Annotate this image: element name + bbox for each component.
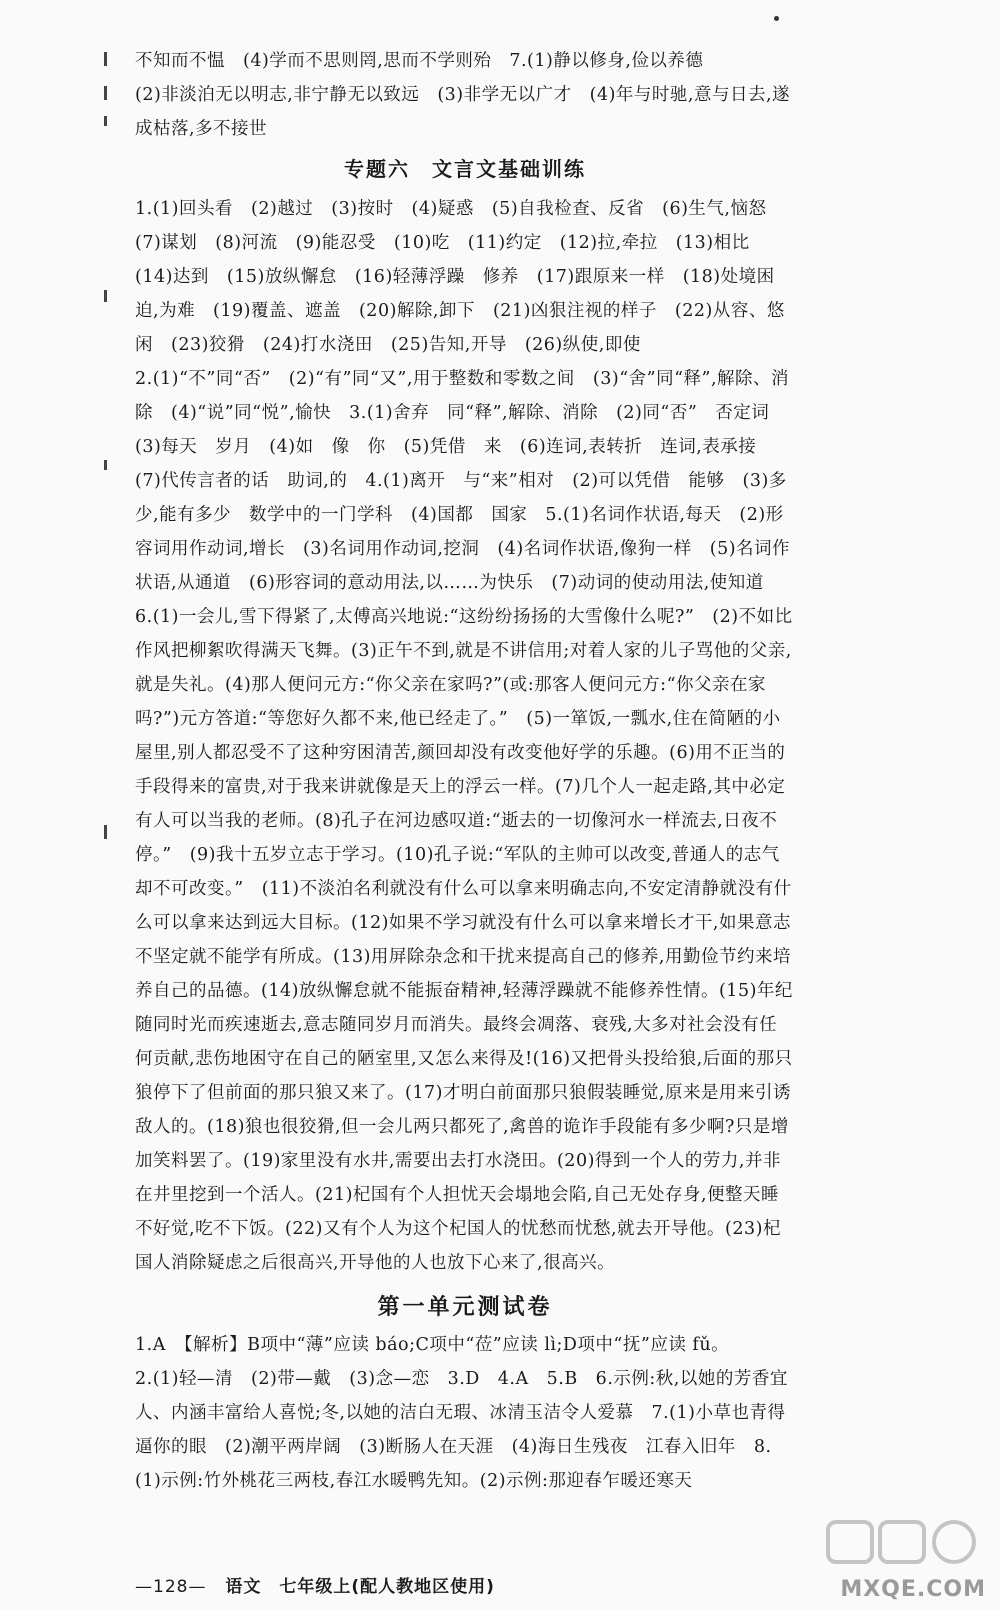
section6-paragraph-2: 2.(1)“不”同“否” (2)“有”同“又”,用于整数和零数之间 (3)“舍”同“释”,解除、消除 (4)“说”同“悦”,愉快 3.(1)舍弃 同“释”,解除、消除 (2)同“否” 否定词 (3)每天 岁月 (4)如 像 你 (5)凭借 来 (6)连词,表转折 连词,表承接 (7)代传言者的话 助词,的 4.(1)离开 与“来”相对 (2)可以凭借 能够 (3)多少,能有多少 数学中的一门学科 (4)国都 国家 5.(1)名词作状语,每天 (2)形容词用作动词,增长 (3)名词用作动词,挖洞 (4)名词作状语,像狗一样 (5)名词作状语,从通道 (6)形容词的意动用法,以……为快乐 (7)动词的使动用法,使知道 6.(1)一会儿,雪下得紧了,太傅高兴地说:“这纷纷扬扬的大雪像什么呢?” (2)不如比作风把柳絮吹得满天飞舞。(3)正午不到,就是不讲信用;对着人家的儿子骂他的父亲,就是失礼。(4)那人便问元方:“你父亲在家吗?”(或:那客人便问元方:“你父亲在家吗?”)元方答道:“等您好久都不来,他已经走了。” (5)一箪饭,一瓢水,住在简陋的小屋里,别人都忍受不了这种穷困清苦,颜回却没有改变他好学的乐趣。(6)用不正当的手段得来的富贵,对于我来讲就像是天上的浮云一样。(7)几个人一起走路,其中必定有人可以当我的老师。(8)孔子在河边感叹道:“逝去的一切像河水一样流去,日夜不停。” (9)我十五岁立志于学习。(10)孔子说:“军队的主帅可以改变,普通人的志气却不可改变。” (11)不淡泊名利就没有什么可以拿来明确志向,不安定清静就没有什么可以拿来达到远大目标。(12)如果不学习就没有什么可以拿来增长才干,如果意志不坚定就不能学有所成。(13)用屏除杂念和干扰来提高自己的修养,用勤俭节约来培养自己的品德。(14)放纵懈怠就不能振奋精神,轻薄浮躁就不能修养性情。(15)年纪随同时光而疾速逝去,意志随同岁月而消失。最终会凋落、衰残,大多对社会没有任何贡献,悲伤地困守在自己的陋室里,又怎么来得及!(16)又把骨头投给狼,后面的那只狼停下了但前面的那只狼又来了。(17)才明白前面那只狼假装睡觉,原来是用来引诱敌人的。(18)狼也很狡猾,但一会儿两只都死了,禽兽的诡诈手段能有多少啊?只是增加笑料罢了。(19)家里没有水井,需要出去打水浇田。(20)得到一个人的劳力,并非在井里挖到一个活人。(21)杞国有个人担忧天会塌地会陷,自己无处存身,便整天睡不好觉,吃不下饭。(22)又有个人为这个杞国人的忧愁而忧愁,就去开导他。(23)杞国人消除疑虑之后很高兴,开导他的人也放下心来了,很高兴。 xyxy=(135,369,793,1273)
top-line-1: 不知而不愠 (4)学而不思则罔,思而不学则殆 7.(1)静以修身,俭以养德 xyxy=(135,51,704,71)
section-heading: 专题六 文言文基础训练 xyxy=(344,157,586,181)
section6-paragraph-1: 1.(1)回头看 (2)越过 (3)按时 (4)疑惑 (5)自我检查、反省 (6)生气,恼怒 (7)谋划 (8)河流 (9)能忍受 (10)吃 (11)约定 (12)拉,牵拉 (13)相比 (14)达到 (15)放纵懈怠 (16)轻薄浮躁 修养 (17)跟原来一样 (18)处境困迫,为难 (19)覆盖、遮盖 (20)解除,卸下 (21)凶狠注视的样子 (22)从容、悠闲 (23)狡猾 (24)打水浇田 (25)告知,开导 (26)纵使,即使 xyxy=(135,199,785,355)
unit1-paragraph-2: 2.(1)轻—清 (2)带—戴 (3)念—恋 3.D 4.A 5.B 6.示例:秋,以她的芳香宜人、内涵丰富给人喜悦;冬,以她的洁白无瑕、冰清玉洁令人爱慕 7.(1)小草也青得逼你的眼 (2)潮平两岸阔 (3)断肠人在天涯 (4)海日生残夜 江春入旧年 8.(1)示例:竹外桃花三两枝,春江水暖鸭先知。(2)示例:那迎春乍暖还寒天 xyxy=(135,1369,788,1491)
corner-dot xyxy=(774,16,779,21)
unit1-paragraph-1: 1.A 【解析】B项中“薄”应读 báo;C项中“莅”应读 lì;D项中“抚”应读 fǔ。 xyxy=(135,1335,730,1355)
page-footer xyxy=(135,1572,495,1597)
unit-test-heading: 第一单元测试卷 xyxy=(377,1294,553,1320)
book-label: 语文 七年级上(配人教地区使用) xyxy=(225,1577,495,1597)
answer-text-column xyxy=(135,44,795,1498)
page-number: —128— xyxy=(135,1577,207,1597)
watermark-text: MXQE.COM xyxy=(840,1577,986,1602)
top-line-2: (2)非淡泊无以明志,非宁静无以致远 (3)非学无以广才 (4)年与时驰,意与日去,遂成枯落,多不接世 xyxy=(135,85,791,139)
